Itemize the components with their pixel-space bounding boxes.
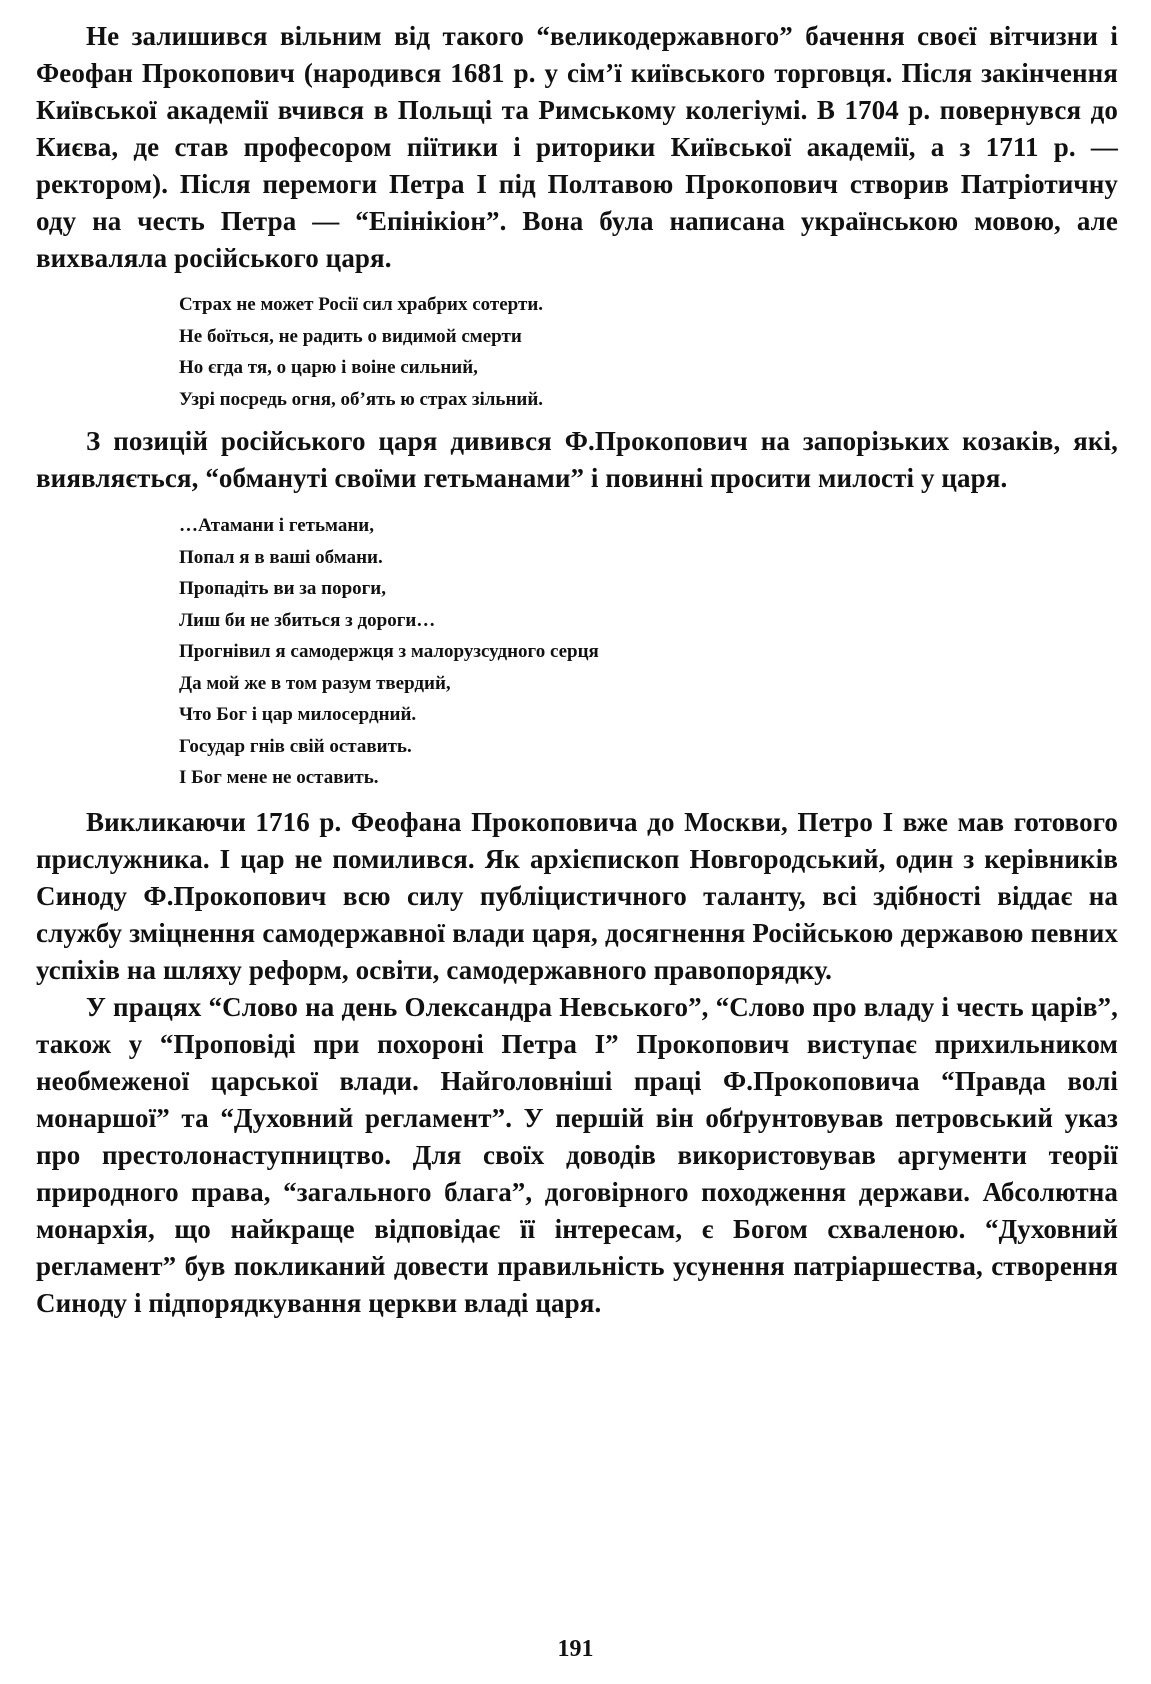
paragraph-political-works: У працях “Слово на день Олександра Невського”, “Слово про владу і честь царів”, також у “Проповіді при похороні Петра I” Прокопович виступає прихильником необмеженої царської влади. Найголовніші праці Ф.Прокоповича “Правда волі монаршої” та “Духовний регламент”. У першій він обґрунтовував петровський указ про престолонаступництво. Для своїх доводів використовував аргументи теорії природного права, “загального блага”, договірного походження держави. Абсолютна монархія, що найкраще відповідає її інтересам, є Богом схваленою. “Духовний регламент” був покликаний довести правильність усунення патріаршества, створення Синоду і підпорядкування церкви владі царя. [36,991,1118,1318]
paragraph-moscow-service: Викликаючи 1716 р. Феофана Прокоповича до Москви, Петро I вже мав готового прислужника. І цар не помилився. Як архієпископ Новгородський, один з керівників Синоду Ф.Прокопович всю силу публіцистичного таланту, всі здібності віддає на службу зміцнення самодержавної влади царя, досягнення Російською державою певних успіхів на шляху реформ, освіти, самодержавного правопорядку. [36,806,1118,985]
poem-line: Да мой же в том разум твердий, [179,672,451,694]
poem-line: Страх не может Росії сил храбрих сотерти. [179,294,544,315]
poem-line: Попал я в ваші обмани. [179,546,383,568]
poem-line: Прогнівил я самодержця з малорузсудного серця [179,641,599,662]
poem-line: Государ гнів свій оставить. [179,735,412,757]
poem-line: Пропадіть ви за пороги, [179,578,386,599]
poem-epinikion-excerpt [36,289,1118,415]
paragraph-zaporozhian-cossacks: З позицій російського царя дивився Ф.Прокопович на запорізьких козаків, які, виявляється, “обмануті своїми гетьманами” і повинні просити милості у царя. [36,426,1118,493]
page-number: 191 [557,1636,594,1662]
text-column [36,18,1118,1322]
paragraph-prokopovych-biography: Не залишився вільним від такого “великодержавного” бачення своєї вітчизни і Феофан Прокопович (народився 1681 р. у сім’ї київського торговця. Після закінчення Київської академії вчився в Польщі та Римському колегіумі. В 1704 р. повернувся до Києва, де став професором піїтики і риторики Київської академії, а з 1711 р. — ректором). Після перемоги Петра I під Полтавою Прокопович створив Патріотичну оду на честь Петра — “Епінікіон”. Вона була написана українською мовою, але вихваляла російського царя. [36,21,1118,273]
poem-line: …Атамани і гетьмани, [179,515,374,536]
poem-line: І Бог мене не оставить. [179,767,379,788]
poem-line: Не боїться, не радить о видимой смерти [179,325,522,347]
poem-line: Узрі посредь огня, об’ять ю страх зільний. [179,388,544,410]
poem-line: Что Бог і цар милосердний. [179,704,417,725]
poem-atamany-excerpt [36,510,1118,794]
poem-line: Но єгда тя, о царю і воіне сильний, [179,357,478,378]
poem-line: Лиш би не збиться з дороги… [179,609,436,631]
